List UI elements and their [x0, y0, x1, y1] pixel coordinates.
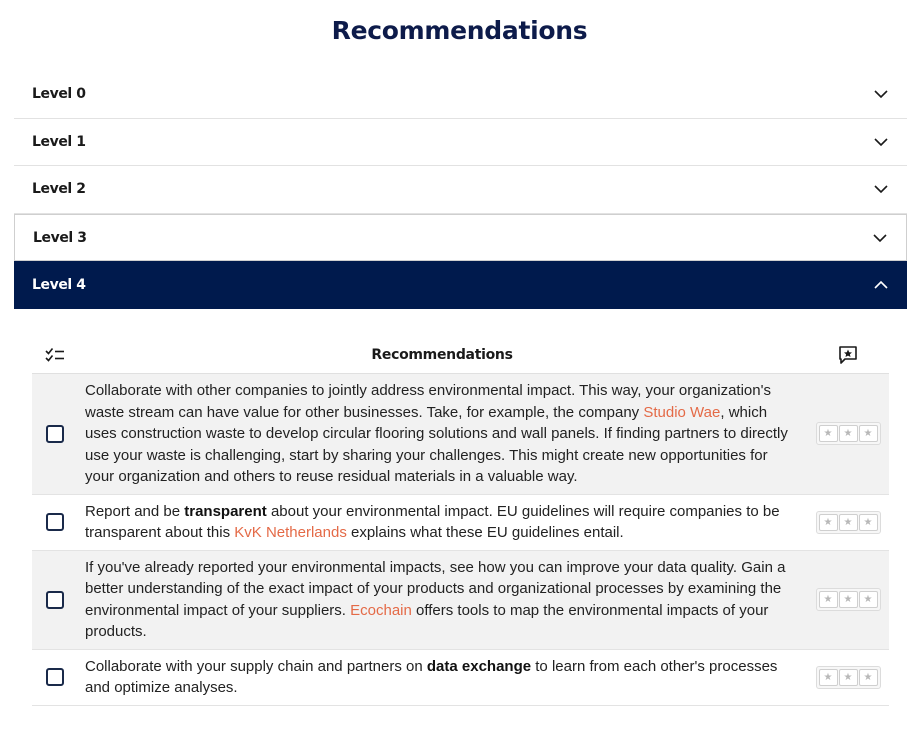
chevron-up-icon — [873, 277, 889, 293]
star-icon[interactable]: ★ — [819, 669, 838, 686]
recommendation-row — [32, 374, 889, 495]
star-rating — [816, 588, 881, 611]
recommendation-text-part: about your environmental impact. EU guidelines will require companies to be transparent about this — [85, 502, 780, 541]
star-comment-icon — [838, 345, 858, 365]
recommendation-row — [32, 650, 889, 706]
recommendation-text-part: If you've already reported your environmental impacts, see how you can improve your data quality. Gain a better understanding of the exact impact of your products and organizational processes by examining the environmental impact of your suppliers. — [85, 558, 786, 619]
star-icon[interactable]: ★ — [839, 425, 858, 442]
recommendation-text — [77, 374, 807, 494]
emphasis-text: data exchange — [426, 657, 532, 675]
star-icon[interactable]: ★ — [859, 425, 878, 442]
accordion-level-label: Level 0 — [32, 86, 86, 103]
accordion-level-label: Level 4 — [32, 276, 86, 293]
chevron-down-icon — [873, 134, 889, 150]
recommendation-row — [32, 495, 889, 551]
star-rating — [816, 422, 881, 445]
star-rating — [816, 511, 881, 534]
recommendation-text-part: to learn from each other's processes and optimize analyses. — [85, 657, 778, 696]
recommendation-checkbox[interactable] — [46, 668, 64, 686]
chevron-down-icon — [873, 86, 889, 102]
star-icon[interactable]: ★ — [839, 591, 858, 608]
chevron-down-icon — [872, 230, 888, 246]
accordion-level-label: Level 2 — [32, 181, 86, 198]
accordion-level-3[interactable] — [14, 214, 907, 262]
star-rating — [816, 666, 881, 689]
accordion-level-1[interactable] — [14, 119, 907, 167]
recommendation-text-part: Report and be — [85, 502, 185, 520]
checklist-icon — [45, 347, 65, 363]
accordion-level-4[interactable] — [14, 261, 907, 309]
recommendation-text — [77, 650, 807, 705]
accordion-level-2[interactable] — [14, 166, 907, 214]
star-icon[interactable]: ★ — [839, 669, 858, 686]
recommendations-column-title: Recommendations — [371, 346, 513, 363]
recommendations-table — [32, 336, 889, 706]
recommendation-row — [32, 551, 889, 650]
recommendation-text — [77, 495, 807, 550]
star-icon[interactable]: ★ — [819, 425, 838, 442]
star-icon[interactable]: ★ — [859, 669, 878, 686]
recommendation-text-part: Collaborate with other companies to jointly address environmental impact. This way, your organization's waste stream can have value for other businesses. Take, for example, the company — [85, 382, 771, 421]
star-icon[interactable]: ★ — [859, 514, 878, 531]
recommendation-checkbox[interactable] — [46, 591, 64, 609]
star-icon[interactable]: ★ — [819, 514, 838, 531]
chevron-down-icon — [873, 181, 889, 197]
recommendation-checkbox[interactable] — [46, 425, 64, 443]
recommendation-text-part: , which uses construction waste to develop circular flooring solutions and wall panels. If finding partners to directly use your waste is challenging, start by sharing your challenges. This might create new opportunities for your organization and others to reuse residual materials in a valuable way. — [85, 403, 788, 485]
accordion-level-0[interactable] — [14, 71, 907, 119]
recommendation-text-part: explains what these EU guidelines entail. — [346, 524, 624, 541]
page-title: Recommendations — [331, 16, 588, 45]
star-icon[interactable]: ★ — [839, 514, 858, 531]
recommendations-header — [32, 336, 889, 374]
recommendation-link[interactable]: Studio Wae — [643, 403, 721, 421]
emphasis-text: transparent — [184, 502, 267, 520]
level-accordion — [14, 71, 907, 309]
recommendation-link[interactable]: Ecochain — [350, 601, 412, 619]
star-icon[interactable]: ★ — [819, 591, 838, 608]
recommendation-text-part: offers tools to map the environmental impacts of your products. — [85, 601, 769, 640]
recommendation-checkbox[interactable] — [46, 513, 64, 531]
accordion-level-label: Level 3 — [33, 229, 87, 246]
accordion-level-label: Level 1 — [32, 133, 86, 150]
star-icon[interactable]: ★ — [859, 591, 878, 608]
recommendation-text-part: Collaborate with your supply chain and partners on — [85, 657, 427, 675]
recommendation-link[interactable]: KvK Netherlands — [234, 524, 347, 541]
recommendation-text — [77, 551, 807, 649]
